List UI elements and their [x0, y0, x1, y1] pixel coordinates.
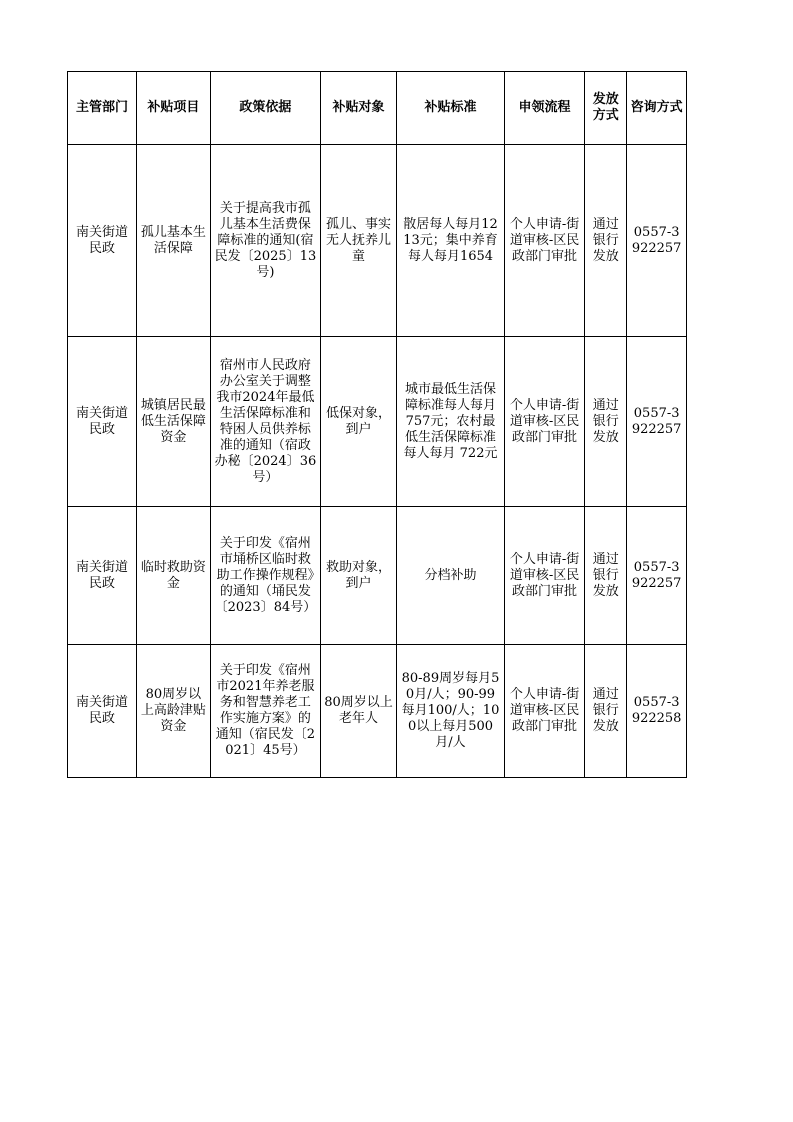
- cell-basis: 关于印发《宿州市埇桥区临时救助工作操作规程》的通知（埇民发〔2023〕84号）: [210, 507, 320, 645]
- header-pay-method: 发放方式: [585, 72, 627, 145]
- header-flow: 申领流程: [504, 72, 584, 145]
- header-dept: 主管部门: [68, 72, 137, 145]
- cell-flow: 个人申请-街道审核-区民政部门审批: [504, 145, 584, 337]
- header-standard: 补贴标准: [397, 72, 505, 145]
- table-row: [68, 145, 687, 337]
- cell-pay-method: 通过银行发放: [585, 145, 627, 337]
- table-row: [68, 337, 687, 507]
- cell-standard: 散居每人每月1213元；集中养育每人每月1654: [397, 145, 505, 337]
- cell-dept: 南关街道民政: [68, 337, 137, 507]
- cell-contact: 0557-3922257: [627, 337, 687, 507]
- cell-contact: 0557-3922258: [627, 645, 687, 778]
- cell-dept: 南关街道民政: [68, 145, 137, 337]
- cell-pay-method: 通过银行发放: [585, 337, 627, 507]
- subsidy-table: [67, 71, 687, 778]
- header-item: 补贴项目: [136, 72, 210, 145]
- cell-standard: 80-89周岁每月50月/人；90-99每月100/人；100以上每月500月/人: [397, 645, 505, 778]
- cell-flow: 个人申请-街道审核-区民政部门审批: [504, 507, 584, 645]
- cell-item: 城镇居民最低生活保障资金: [136, 337, 210, 507]
- cell-flow: 个人申请-街道审核-区民政部门审批: [504, 337, 584, 507]
- header-basis: 政策依据: [210, 72, 320, 145]
- cell-pay-method: 通过银行发放: [585, 507, 627, 645]
- cell-target: 80周岁以上老年人: [320, 645, 396, 778]
- cell-target: 孤儿、事实无人抚养儿童: [320, 145, 396, 337]
- cell-dept: 南关街道民政: [68, 645, 137, 778]
- cell-item: 80周岁以上高龄津贴资金: [136, 645, 210, 778]
- cell-basis: 关于提高我市孤儿基本生活费保障标准的通知(宿民发〔2025〕13号): [210, 145, 320, 337]
- header-contact: 咨询方式: [627, 72, 687, 145]
- cell-basis: 关于印发《宿州市2021年养老服务和智慧养老工作实施方案》的通知（宿民发〔2021〕45号）: [210, 645, 320, 778]
- cell-standard: 城市最低生活保障标准每人每月 757元；农村最低生活保障标准每人每月 722元: [397, 337, 505, 507]
- cell-pay-method: 通过银行发放: [585, 645, 627, 778]
- cell-basis: 宿州市人民政府办公室关于调整我市2024年最低生活保障标准和特困人员供养标准的通知（宿政办秘〔2024〕36号）: [210, 337, 320, 507]
- cell-item: 孤儿基本生活保障: [136, 145, 210, 337]
- cell-dept: 南关街道民政: [68, 507, 137, 645]
- table-row: [68, 645, 687, 778]
- cell-target: 救助对象，到户: [320, 507, 396, 645]
- table-header-row: [68, 72, 687, 145]
- cell-flow: 个人申请-街道审核-区民政部门审批: [504, 645, 584, 778]
- cell-standard: 分档补助: [397, 507, 505, 645]
- cell-contact: 0557-3922257: [627, 507, 687, 645]
- cell-contact: 0557-3922257: [627, 145, 687, 337]
- table-row: [68, 507, 687, 645]
- cell-target: 低保对象，到户: [320, 337, 396, 507]
- header-target: 补贴对象: [320, 72, 396, 145]
- cell-item: 临时救助资金: [136, 507, 210, 645]
